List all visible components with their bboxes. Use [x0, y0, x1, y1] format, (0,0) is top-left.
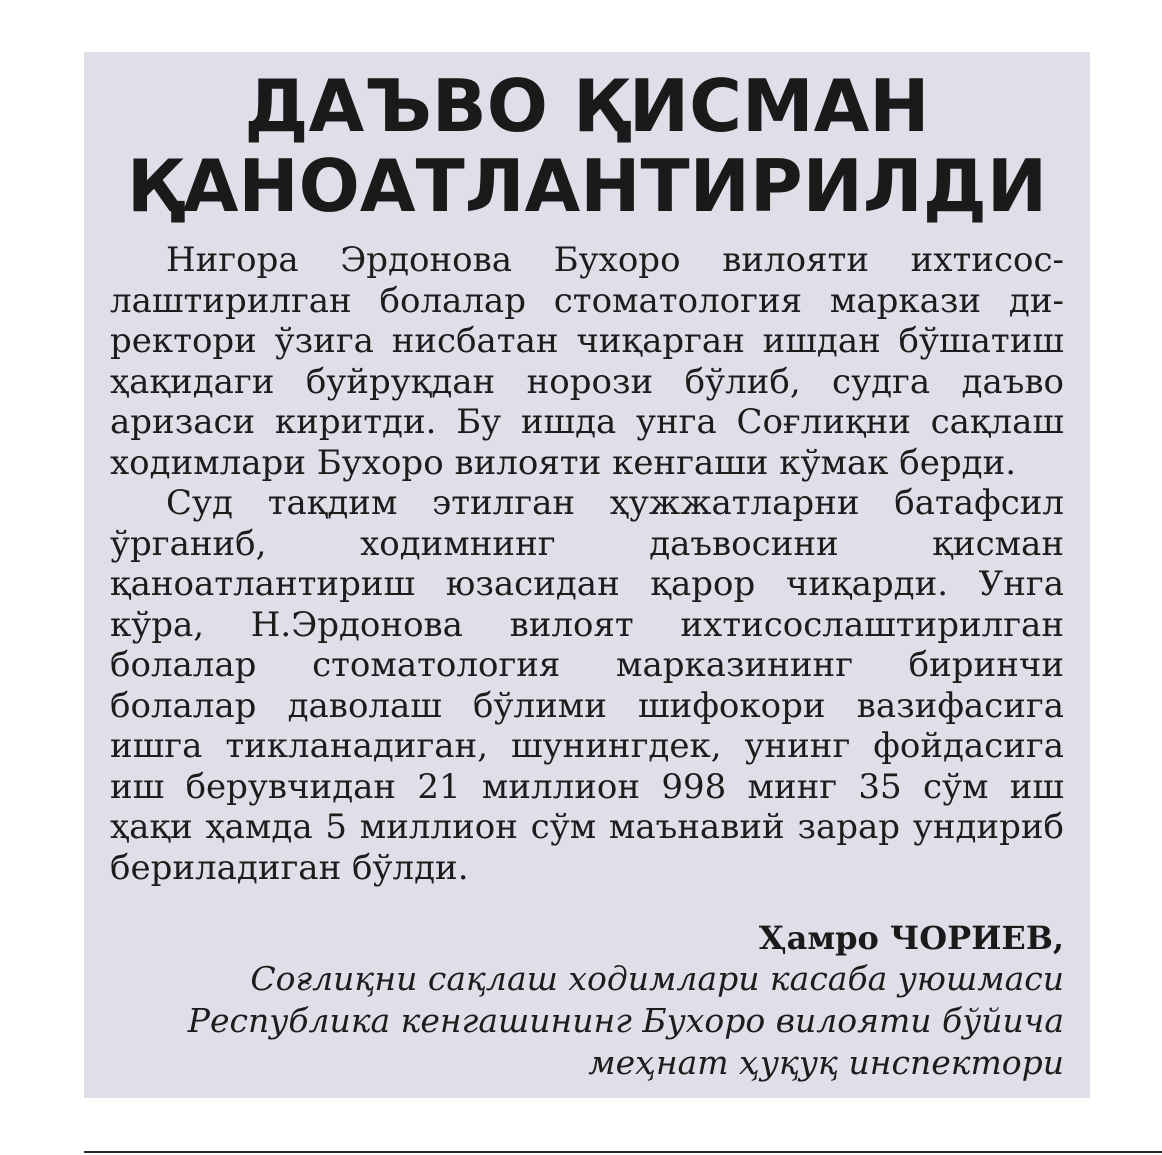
footer-divider: [84, 1151, 1162, 1153]
headline-line-1: ДАЪВО ҚИСМАН: [244, 64, 930, 148]
headline-line-2: ҚАНОАТЛАНТИРИЛДИ: [126, 144, 1048, 228]
author-role-line-3: меҳнат ҳуқуқ инспектори: [588, 1043, 1064, 1082]
article-body: [110, 240, 1064, 888]
article-byline: [110, 918, 1064, 1084]
article-paragraph-2: Суд тақдим этилган ҳужжатларни батафсил ўрганиб, ходимнинг даъвосини қисман қаноатлантириш юзасидан қарор чиқарди. Унга кўра, Н.Эрдонова вилоят ихтисослаштирилган болалар стоматология марказининг биринчи болалар даволаш бўлими шифокори вазифасига ишга тикланадиган, шунингдек, унинг фойдасига иш берувчидан 21 миллион 998 минг 35 сўм иш ҳақи ҳамда 5 миллион сўм маънавий зарар ундириб бериладиган бўлди.: [110, 483, 1064, 888]
article-headline: [110, 66, 1064, 226]
article-panel: [84, 52, 1090, 1098]
author-name: Ҳамро ЧОРИЕВ,: [758, 919, 1064, 957]
article-paragraph-1: Нигора Эрдонова Бухоро вилояти ихтисослаштирилган болалар стоматология маркази директори ўзига нисбатан чиқарган ишдан бўшатиш ҳақидаги буйруқдан норози бўлиб, судга даъво аризаси киритди. Бу ишда унга Соғлиқни сақлаш ходимлари Бухоро вилояти кенгаши кўмак берди.: [110, 240, 1064, 483]
author-role-line-2: Республика кенгашининг Бухоро вилояти бўйича: [187, 1001, 1064, 1040]
author-role-line-1: Соғлиқни сақлаш ходимлари касаба уюшмаси: [250, 959, 1064, 998]
